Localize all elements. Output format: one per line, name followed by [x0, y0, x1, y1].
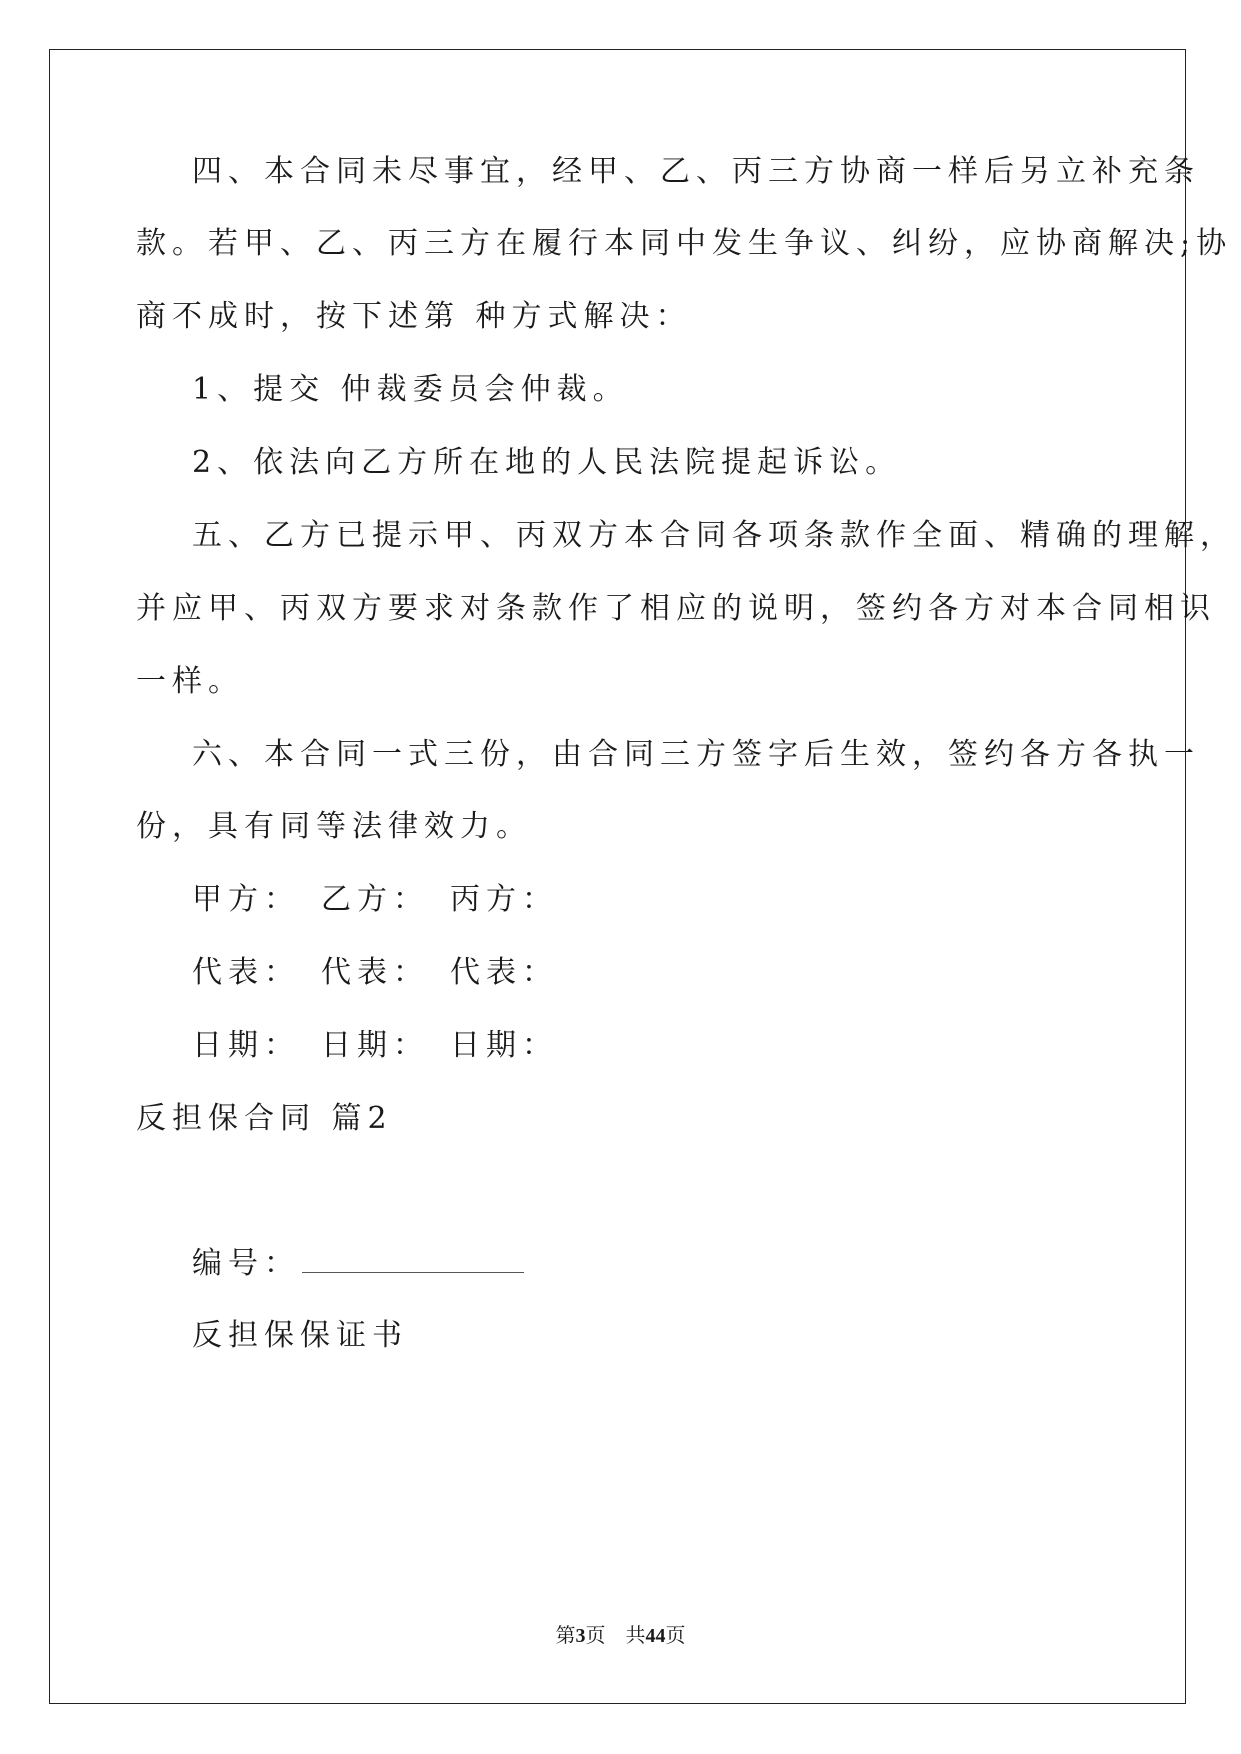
footer-middle: 页 共 [585, 1625, 646, 1647]
clause5-line-3: 一样。 [136, 664, 244, 699]
number-label: 编号： [192, 1246, 300, 1281]
clause4-line-3: 商不成时，按下述第 种方式解决： [136, 299, 692, 334]
signature-representatives: 代表： 代表： 代表： [192, 955, 558, 990]
clause5-line-1: 五、乙方已提示甲、丙双方本合同各项条款作全面、精确的理解， [192, 518, 1236, 553]
option-1: 1、提交 仲裁委员会仲裁。 [192, 372, 629, 407]
footer-current-page: 3 [575, 1625, 586, 1647]
signature-parties: 甲方： 乙方： 丙方： [192, 882, 558, 917]
clause4-line-1: 四、本合同未尽事宜，经甲、乙、丙三方协商一样后另立补充条 [192, 154, 1200, 189]
signature-dates: 日期： 日期： 日期： [192, 1028, 558, 1063]
footer-total-pages: 44 [645, 1625, 666, 1647]
page-footer [0, 1622, 1241, 1650]
footer-prefix: 第 [555, 1625, 576, 1647]
footer-suffix: 页 [665, 1625, 686, 1647]
section-title: 反担保合同 篇2 [136, 1101, 393, 1136]
number-line [192, 1244, 524, 1284]
option-2: 2、依法向乙方所在地的人民法院提起诉讼。 [192, 445, 902, 480]
document-title: 反担保保证书 [192, 1318, 408, 1353]
clause4-line-2: 款。若甲、乙、丙三方在履行本同中发生争议、纠纷，应协商解决;协 [136, 226, 1233, 261]
clause6-line-2: 份，具有同等法律效力。 [136, 809, 532, 844]
number-blank [302, 1244, 524, 1273]
clause6-line-1: 六、本合同一式三份，由合同三方签字后生效，签约各方各执一 [192, 737, 1200, 772]
clause5-line-2: 并应甲、丙双方要求对条款作了相应的说明，签约各方对本合同相识 [136, 591, 1216, 626]
